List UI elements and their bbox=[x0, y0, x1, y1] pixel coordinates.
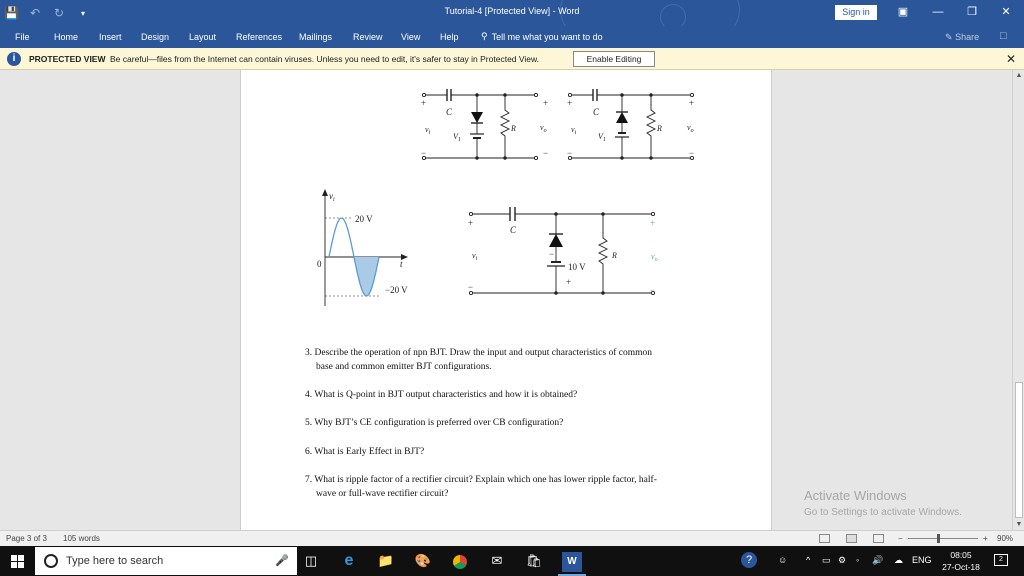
info-icon: i bbox=[7, 52, 21, 66]
tab-help[interactable]: Help bbox=[440, 32, 459, 42]
tab-review[interactable]: Review bbox=[353, 32, 383, 42]
customize-qat-icon[interactable]: ▾ bbox=[80, 8, 85, 18]
share-label: Share bbox=[955, 32, 980, 42]
tl-vo-label: $v_o$ bbox=[540, 123, 547, 134]
scroll-up-icon[interactable]: ▲ bbox=[1015, 72, 1023, 79]
minimize-icon[interactable]: — bbox=[932, 6, 944, 18]
circuit-main bbox=[469, 207, 654, 295]
waveform-neg-label: −20 V bbox=[385, 285, 408, 295]
search-placeholder: Type here to search bbox=[66, 555, 164, 567]
tl-out-plus: + bbox=[543, 98, 549, 108]
tl-v1-label: $V_1$ bbox=[453, 132, 461, 143]
main-out-plus: + bbox=[650, 218, 656, 228]
tr-vo-label: $v_o$ bbox=[687, 123, 694, 134]
main-battery-minus: − bbox=[549, 249, 555, 259]
tl-r-label: R bbox=[511, 124, 516, 133]
read-mode-icon[interactable] bbox=[819, 534, 830, 543]
question-4: 4. What is Q-point in BJT output characteristics and how it is obtained? bbox=[305, 390, 578, 400]
tl-out-minus: − bbox=[543, 148, 549, 158]
task-view-icon[interactable]: ◫ bbox=[304, 553, 318, 568]
comments-icon[interactable]: □ bbox=[1000, 30, 1007, 42]
wifi-icon[interactable]: ◦ bbox=[856, 555, 860, 565]
window-title: Tutorial-4 [Protected View] - Word bbox=[444, 6, 580, 16]
tl-c-label: C bbox=[446, 107, 453, 117]
help-icon[interactable]: ? bbox=[741, 552, 757, 568]
question-7: 7. What is ripple factor of a rectifier circuit? Explain which one has lower ripple factor, half- wave or full-wave rectifier circuit? bbox=[305, 475, 657, 499]
tab-mailings[interactable]: Mailings bbox=[299, 32, 333, 42]
ribbon-display-icon[interactable]: ▣ bbox=[897, 6, 909, 18]
tell-me-box[interactable] bbox=[481, 31, 603, 42]
word-icon[interactable]: W bbox=[562, 552, 582, 572]
tr-plus: + bbox=[567, 98, 573, 108]
people-icon[interactable]: ☺ bbox=[778, 555, 788, 565]
battery-icon[interactable]: ▭ bbox=[822, 555, 831, 565]
language-indicator[interactable]: ENG bbox=[912, 555, 932, 565]
waveform-t-label: t bbox=[400, 259, 403, 269]
waveform-pos-label: 20 V bbox=[355, 214, 373, 224]
sign-in-button[interactable]: Sign in bbox=[835, 5, 877, 20]
scroll-down-icon[interactable]: ▼ bbox=[1015, 521, 1023, 528]
main-c-label: C bbox=[510, 225, 517, 235]
restore-icon[interactable]: ❐ bbox=[967, 6, 977, 18]
tab-view[interactable]: View bbox=[401, 32, 421, 42]
protected-view-message: Be careful—files from the Internet can contain viruses. Unless you need to edit, it's safer to stay in Protected View. bbox=[110, 54, 540, 64]
cortana-icon bbox=[44, 554, 58, 568]
waveform-zero-label: 0 bbox=[317, 259, 322, 269]
circuit-figures bbox=[241, 70, 773, 530]
zoom-in-button[interactable]: + bbox=[983, 534, 988, 543]
taskbar-search[interactable] bbox=[35, 547, 297, 575]
scroll-thumb[interactable] bbox=[1015, 382, 1023, 518]
activate-windows-subtitle: Go to Settings to activate Windows. bbox=[804, 507, 962, 518]
question-6: 6. What is Early Effect in BJT? bbox=[305, 447, 425, 457]
tl-minus: − bbox=[421, 148, 427, 158]
ribbon-tabs bbox=[0, 26, 1024, 48]
main-in-plus: + bbox=[468, 218, 474, 228]
clock[interactable] bbox=[940, 549, 982, 573]
question-5: 5. Why BJT’s CE configuration is preferred over CB configuration? bbox=[305, 418, 564, 428]
tl-vi-label: $v_i$ bbox=[425, 125, 431, 136]
edge-icon[interactable]: e bbox=[344, 552, 354, 569]
tab-file[interactable]: File bbox=[15, 32, 30, 42]
waveform-axis-label: $v_i$ bbox=[329, 191, 335, 203]
main-vi-label: $v_i$ bbox=[472, 251, 478, 262]
main-out-minus: − bbox=[650, 285, 656, 295]
web-layout-icon[interactable] bbox=[873, 534, 884, 543]
status-bar bbox=[0, 530, 1024, 546]
enable-editing-button[interactable]: Enable Editing bbox=[573, 51, 655, 67]
activate-windows-title: Activate Windows bbox=[804, 488, 907, 503]
tab-references[interactable]: References bbox=[236, 32, 283, 42]
print-layout-icon[interactable] bbox=[846, 534, 857, 543]
vertical-scrollbar[interactable] bbox=[1012, 70, 1024, 530]
title-bar bbox=[0, 0, 1024, 26]
document-page[interactable] bbox=[240, 70, 772, 530]
antivirus-icon[interactable]: ⚙ bbox=[838, 555, 847, 565]
circuit-top-right bbox=[568, 89, 693, 160]
tell-me-text: Tell me what you want to do bbox=[491, 31, 603, 42]
taskbar bbox=[0, 546, 1024, 576]
close-icon[interactable]: ✕ bbox=[1001, 6, 1011, 18]
file-explorer-icon[interactable]: 📁 bbox=[377, 553, 395, 568]
undo-icon[interactable]: ↶ bbox=[29, 6, 41, 20]
protected-view-label: PROTECTED VIEW bbox=[29, 54, 106, 64]
tr-out-plus: + bbox=[689, 98, 695, 108]
clock-date: 27-Oct-18 bbox=[942, 562, 980, 572]
chrome-icon[interactable] bbox=[451, 552, 469, 570]
tr-r-label: R bbox=[657, 124, 662, 133]
tr-vi-label: $v_i$ bbox=[571, 125, 577, 136]
tray-chevron-icon[interactable]: ^ bbox=[806, 555, 811, 565]
question-3: 3. Describe the operation of npn BJT. Draw the input and output characteristics of common base and common emitter BJT configurations. bbox=[305, 348, 653, 372]
tab-insert[interactable]: Insert bbox=[99, 32, 122, 42]
redo-icon[interactable]: ↻ bbox=[53, 6, 65, 20]
main-vo-label: $v_o$ bbox=[651, 252, 658, 263]
tr-c-label: C bbox=[593, 107, 600, 117]
main-r-label: R bbox=[612, 251, 617, 260]
zoom-out-button[interactable]: − bbox=[898, 534, 903, 543]
tr-out-minus: − bbox=[689, 148, 695, 158]
zoom-slider-track[interactable] bbox=[908, 538, 978, 539]
lightbulb-icon: ⚲ bbox=[481, 31, 488, 41]
windows-start-icon[interactable] bbox=[11, 555, 24, 568]
paint-icon[interactable]: 🎨 bbox=[414, 553, 432, 568]
mail-icon[interactable]: ✉ bbox=[491, 553, 503, 568]
tab-layout[interactable]: Layout bbox=[189, 32, 217, 42]
notifications-icon[interactable]: 2 bbox=[994, 554, 1008, 566]
share-icon: ✎ bbox=[945, 32, 953, 42]
document-area bbox=[0, 70, 1012, 530]
clock-time: 08:05 bbox=[950, 550, 972, 560]
tab-home[interactable]: Home bbox=[54, 32, 79, 42]
close-bar-icon[interactable]: ✕ bbox=[1006, 52, 1017, 66]
onedrive-icon[interactable]: ☁ bbox=[894, 555, 903, 565]
tr-v1-label: $V_1$ bbox=[598, 132, 606, 143]
zoom-slider-thumb[interactable] bbox=[937, 534, 940, 543]
tl-plus: + bbox=[421, 98, 427, 108]
microphone-icon[interactable]: 🎤 bbox=[275, 555, 289, 567]
word-count[interactable]: 105 words bbox=[63, 534, 100, 543]
page-count[interactable]: Page 3 of 3 bbox=[6, 534, 47, 543]
save-icon[interactable]: 💾 bbox=[4, 6, 19, 20]
main-in-minus: − bbox=[468, 282, 474, 292]
tr-minus: − bbox=[567, 148, 573, 158]
main-battery-plus: + bbox=[566, 277, 572, 287]
circuit-top-left bbox=[422, 89, 537, 160]
share-button[interactable] bbox=[945, 32, 979, 43]
main-battery-label: 10 V bbox=[568, 262, 586, 272]
volume-icon[interactable]: 🔊 bbox=[872, 555, 884, 565]
store-icon[interactable]: 🛍 bbox=[525, 553, 543, 568]
zoom-level[interactable]: 90% bbox=[997, 534, 1014, 543]
protected-view-bar bbox=[0, 48, 1024, 70]
tab-design[interactable]: Design bbox=[141, 32, 170, 42]
